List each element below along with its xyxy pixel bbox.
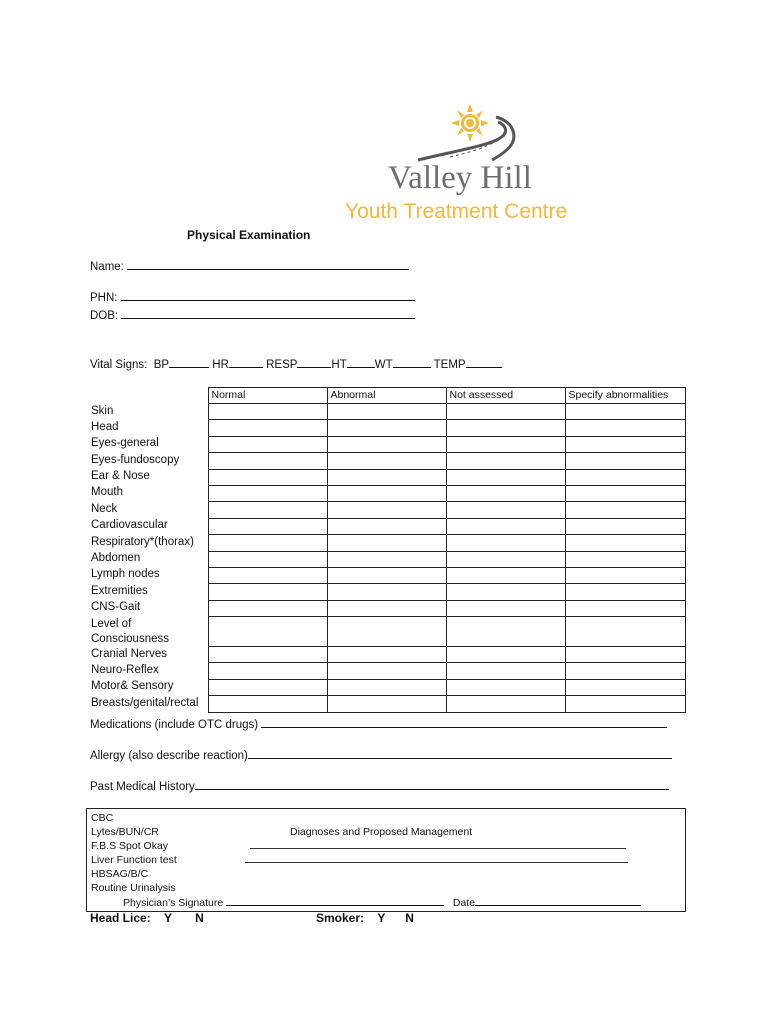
lab-item: Liver Function test — [91, 854, 177, 866]
exam-cell-not-assessed[interactable] — [446, 469, 565, 485]
exam-cell-abnormal[interactable] — [327, 696, 446, 712]
exam-row — [88, 663, 685, 679]
exam-cell-specify[interactable] — [565, 617, 685, 647]
signature-field[interactable] — [123, 896, 641, 909]
past-history-field[interactable] — [90, 779, 669, 793]
exam-row-label: Abdomen — [88, 551, 208, 567]
exam-cell-normal[interactable] — [208, 551, 327, 567]
exam-cell-not-assessed[interactable] — [446, 453, 565, 469]
date-label: Date — [452, 897, 476, 909]
exam-cell-specify[interactable] — [565, 453, 685, 469]
allergy-label: Allergy (also describe reaction) — [90, 750, 248, 762]
exam-row-label: Breasts/genital/rectal — [88, 696, 208, 712]
exam-cell-abnormal[interactable] — [327, 647, 446, 663]
smoker-yes[interactable]: Y — [377, 911, 386, 925]
exam-row — [88, 617, 685, 647]
vital-temp: TEMP — [433, 359, 466, 371]
head-lice-label: Head Lice: — [90, 911, 151, 925]
exam-cell-not-assessed[interactable] — [446, 600, 565, 616]
exam-cell-abnormal[interactable] — [327, 663, 446, 679]
exam-row — [88, 502, 685, 518]
exam-row-label: Cardiovascular — [88, 518, 208, 534]
exam-cell-specify[interactable] — [565, 567, 685, 583]
exam-cell-normal[interactable] — [208, 436, 327, 452]
vital-wt-line[interactable] — [393, 357, 431, 368]
vital-temp-line[interactable] — [466, 357, 502, 368]
exam-row-label: Mouth — [88, 485, 208, 501]
exam-cell-normal[interactable] — [208, 453, 327, 469]
exam-cell-not-assessed[interactable] — [446, 502, 565, 518]
exam-cell-abnormal[interactable] — [327, 617, 446, 647]
exam-row-label: Neck — [88, 502, 208, 518]
vital-signs-row — [90, 357, 502, 371]
exam-table-header — [88, 388, 685, 404]
exam-cell-specify[interactable] — [565, 551, 685, 567]
exam-row — [88, 567, 685, 583]
exam-row-label: Ear & Nose — [88, 469, 208, 485]
dob-label: DOB: — [90, 310, 119, 322]
form-title: Physical Examination — [187, 228, 311, 242]
exam-cell-not-assessed[interactable] — [446, 404, 565, 420]
exam-row-label: Neuro-Reflex — [88, 663, 208, 679]
exam-row-label: Lymph nodes — [88, 567, 208, 583]
brand-name: Valley Hill — [388, 160, 532, 196]
exam-row-label: Motor& Sensory — [88, 679, 208, 695]
exam-cell-specify[interactable] — [565, 436, 685, 452]
exam-cell-abnormal[interactable] — [327, 404, 446, 420]
exam-cell-normal[interactable] — [208, 469, 327, 485]
exam-cell-not-assessed[interactable] — [446, 617, 565, 647]
exam-row — [88, 535, 685, 551]
exam-cell-not-assessed[interactable] — [446, 663, 565, 679]
column-specify: Specify abnormalities — [565, 388, 685, 404]
exam-cell-normal[interactable] — [208, 584, 327, 600]
exam-cell-specify[interactable] — [565, 679, 685, 695]
exam-row-label: Extremities — [88, 584, 208, 600]
exam-row — [88, 647, 685, 663]
exam-row-label: Cranial Nerves — [88, 647, 208, 663]
exam-cell-specify[interactable] — [565, 600, 685, 616]
exam-cell-not-assessed[interactable] — [446, 436, 565, 452]
phn-input-line[interactable] — [121, 290, 415, 301]
exam-cell-not-assessed[interactable] — [446, 584, 565, 600]
vital-resp: RESP — [266, 359, 298, 371]
exam-cell-abnormal[interactable] — [327, 518, 446, 534]
exam-cell-abnormal[interactable] — [327, 535, 446, 551]
medications-field[interactable] — [90, 717, 667, 731]
lab-item: Routine Urinalysis — [91, 882, 176, 894]
exam-row — [88, 679, 685, 695]
exam-cell-specify[interactable] — [565, 584, 685, 600]
exam-cell-abnormal[interactable] — [327, 600, 446, 616]
past-history-line[interactable] — [195, 779, 669, 790]
exam-row — [88, 420, 685, 436]
exam-cell-normal[interactable] — [208, 696, 327, 712]
exam-row — [88, 485, 685, 501]
vital-hr-line[interactable] — [229, 357, 263, 368]
exam-row — [88, 404, 685, 420]
exam-cell-normal[interactable] — [208, 679, 327, 695]
smoker-no[interactable]: N — [405, 911, 414, 925]
dob-input-line[interactable] — [121, 308, 415, 319]
name-field[interactable] — [90, 259, 409, 273]
exam-cell-normal[interactable] — [208, 647, 327, 663]
brand-subtitle: Youth Treatment Centre — [345, 200, 568, 223]
exam-cell-specify[interactable] — [565, 696, 685, 712]
exam-cell-specify[interactable] — [565, 404, 685, 420]
vital-signs-label: Vital Signs: — [90, 359, 148, 371]
name-label: Name: — [90, 261, 124, 273]
exam-row — [88, 696, 685, 712]
exam-row-label: Eyes-fundoscopy — [88, 453, 208, 469]
name-input-line[interactable] — [127, 259, 409, 270]
vital-resp-line[interactable] — [297, 357, 331, 368]
exam-cell-specify[interactable] — [565, 663, 685, 679]
exam-row-label: Eyes-general — [88, 436, 208, 452]
exam-cell-normal[interactable] — [208, 567, 327, 583]
exam-cell-abnormal[interactable] — [327, 453, 446, 469]
medications-line[interactable] — [261, 717, 667, 728]
exam-cell-specify[interactable] — [565, 647, 685, 663]
exam-cell-normal[interactable] — [208, 502, 327, 518]
vital-hr: HR — [212, 359, 229, 371]
exam-table — [88, 387, 686, 713]
exam-cell-normal[interactable] — [208, 600, 327, 616]
past-history-label: Past Medical History — [90, 781, 195, 793]
exam-cell-abnormal[interactable] — [327, 420, 446, 436]
exam-cell-abnormal[interactable] — [327, 502, 446, 518]
vital-bp-line[interactable] — [169, 357, 209, 368]
exam-cell-not-assessed[interactable] — [446, 679, 565, 695]
exam-cell-not-assessed[interactable] — [446, 551, 565, 567]
exam-row-label: Respiratory*(thorax) — [88, 535, 208, 551]
exam-cell-normal[interactable] — [208, 485, 327, 501]
exam-row — [88, 436, 685, 452]
exam-cell-abnormal[interactable] — [327, 469, 446, 485]
head-lice-field — [90, 911, 204, 925]
medications-label: Medications (include OTC drugs) — [90, 719, 259, 731]
head-lice-yes[interactable]: Y — [164, 911, 172, 925]
diagnoses-label: Diagnoses and Proposed Management — [290, 826, 473, 838]
exam-cell-abnormal[interactable] — [327, 567, 446, 583]
exam-row — [88, 600, 685, 616]
vital-wt: WT — [374, 359, 393, 371]
exam-cell-abnormal[interactable] — [327, 584, 446, 600]
exam-cell-not-assessed[interactable] — [446, 518, 565, 534]
exam-row — [88, 453, 685, 469]
exam-row-label: Level of Consciousness — [88, 617, 208, 647]
exam-cell-specify[interactable] — [565, 420, 685, 436]
exam-cell-not-assessed[interactable] — [446, 485, 565, 501]
exam-cell-specify[interactable] — [565, 518, 685, 534]
smoker-field — [316, 911, 414, 925]
column-normal: Normal — [208, 388, 327, 404]
exam-cell-abnormal[interactable] — [327, 679, 446, 695]
date-line[interactable] — [475, 896, 641, 906]
exam-cell-specify[interactable] — [565, 535, 685, 551]
exam-cell-specify[interactable] — [565, 469, 685, 485]
column-abnormal: Abnormal — [327, 388, 446, 404]
exam-cell-abnormal[interactable] — [327, 485, 446, 501]
exam-cell-not-assessed[interactable] — [446, 567, 565, 583]
exam-cell-normal[interactable] — [208, 518, 327, 534]
exam-cell-not-assessed[interactable] — [446, 535, 565, 551]
allergy-line[interactable] — [248, 748, 672, 759]
column-not-assessed: Not assessed — [446, 388, 565, 404]
exam-cell-normal[interactable] — [208, 404, 327, 420]
vital-bp: BP — [153, 359, 170, 371]
lab-item: F.B.S Spot Okay — [91, 840, 169, 852]
vital-ht: HT — [331, 359, 347, 371]
lab-item: CBC — [91, 812, 114, 824]
lab-item: HBSAG/B/C — [91, 868, 149, 880]
head-lice-no[interactable]: N — [195, 911, 204, 925]
signature-label: Physician’s Signature — [123, 897, 224, 909]
allergy-field[interactable] — [90, 748, 672, 762]
exam-cell-specify[interactable] — [565, 485, 685, 501]
exam-row — [88, 518, 685, 534]
header-blank — [88, 388, 208, 404]
exam-cell-not-assessed[interactable] — [446, 696, 565, 712]
exam-row-label: CNS-Gait — [88, 600, 208, 616]
exam-cell-abnormal[interactable] — [327, 551, 446, 567]
lab-item: Lytes/BUN/CR — [91, 826, 159, 838]
exam-row — [88, 551, 685, 567]
dob-field[interactable] — [90, 308, 415, 322]
signature-line[interactable] — [226, 896, 444, 906]
exam-cell-not-assessed[interactable] — [446, 647, 565, 663]
exam-cell-abnormal[interactable] — [327, 436, 446, 452]
exam-row-label: Skin — [88, 404, 208, 420]
phn-label: PHN: — [90, 292, 118, 304]
vital-ht-line[interactable] — [347, 357, 375, 368]
smoker-label: Smoker: — [316, 911, 365, 925]
exam-cell-normal[interactable] — [208, 617, 327, 647]
exam-row-label: Head — [88, 420, 208, 436]
diagnoses-line-1[interactable] — [250, 836, 626, 849]
exam-cell-normal[interactable] — [208, 420, 327, 436]
exam-cell-normal[interactable] — [208, 663, 327, 679]
exam-cell-normal[interactable] — [208, 535, 327, 551]
exam-cell-not-assessed[interactable] — [446, 420, 565, 436]
exam-row — [88, 584, 685, 600]
phn-field[interactable] — [90, 290, 415, 304]
diagnoses-line-2[interactable] — [245, 850, 628, 863]
labs-box — [86, 808, 686, 912]
exam-row — [88, 469, 685, 485]
exam-cell-specify[interactable] — [565, 502, 685, 518]
